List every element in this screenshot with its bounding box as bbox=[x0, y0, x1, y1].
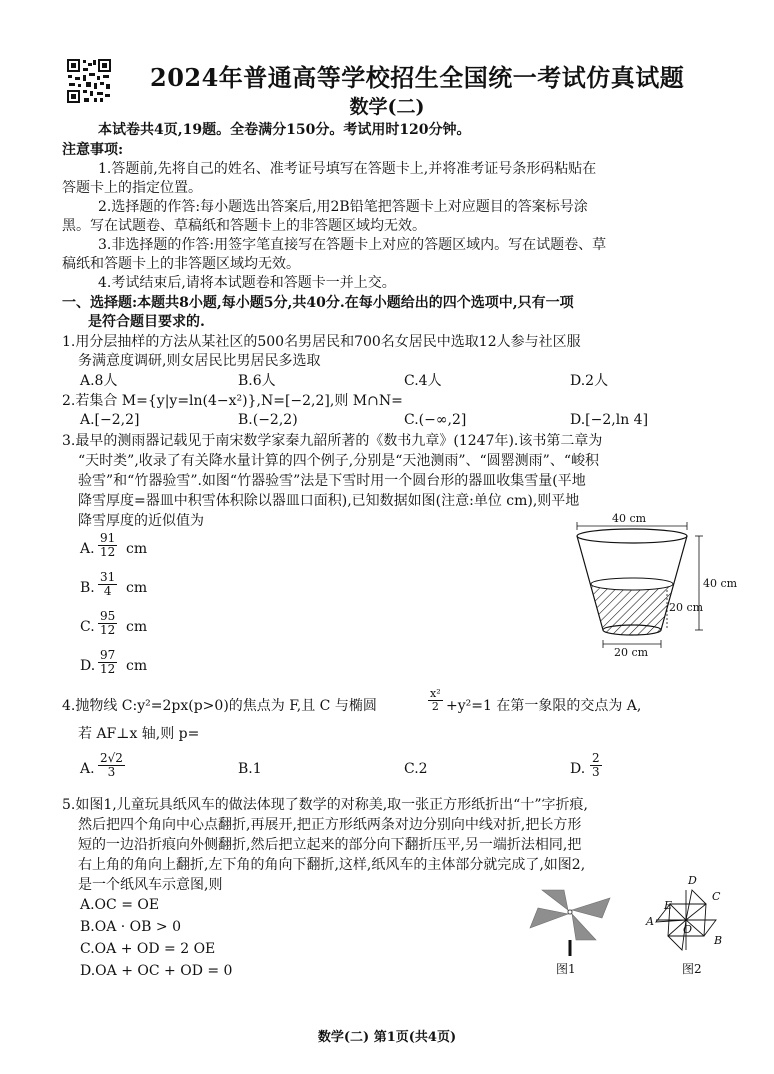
fraction-numerator: 2√2 bbox=[100, 751, 123, 765]
q5-option-b: B.OA · OB > 0 bbox=[80, 919, 181, 935]
point-e-label: E bbox=[664, 899, 673, 912]
q3-option-d-label: D. bbox=[80, 658, 96, 674]
note-3b: 稿纸和答题卡上的非答题区域均无效。 bbox=[62, 256, 300, 272]
point-b-label: B bbox=[714, 934, 723, 947]
q3-option-c-unit: cm bbox=[126, 619, 148, 635]
q1-stem-2: 务满意度调研,则女居民比男居民多选取 bbox=[78, 353, 321, 369]
q5-stem-5: 是一个纸风车示意图,则 bbox=[78, 877, 223, 893]
q4-option-d-fraction bbox=[590, 752, 602, 779]
q3-option-a-unit: cm bbox=[126, 541, 148, 557]
exam-info: 本试卷共4页,19题。全卷满分150分。考试用时120分钟。 bbox=[98, 122, 471, 138]
q4-option-d-label: D. bbox=[570, 761, 586, 777]
q4-option-a-fraction bbox=[98, 752, 125, 779]
exam-subtitle: 数学(二) bbox=[349, 96, 425, 118]
notes-heading: 注意事项: bbox=[62, 142, 124, 158]
section-heading-cont: 是符合题目要求的. bbox=[88, 314, 205, 330]
q3-stem-2: “天时类”,收录了有关降水量计算的四个例子,分别是“天池测雨”、“圆罂测雨”、“峻积 bbox=[78, 453, 599, 469]
q1-option-b: B.6人 bbox=[238, 373, 276, 389]
q3-option-b-unit: cm bbox=[126, 580, 148, 596]
q4-stem-1b: +y²=1 在第一象限的交点为 A, bbox=[446, 698, 642, 714]
q5-option-a: A.OC = OE bbox=[80, 897, 160, 913]
q4-option-b: B.1 bbox=[238, 761, 262, 777]
q5-stem-2: 然后把四个角向中心点翻折,再展开,把正方形纸两条对边分别向中线对折,把长方形 bbox=[78, 817, 582, 833]
fraction-numerator: 97 bbox=[100, 648, 116, 662]
exam-title: 2024年普通高等学校招生全国统一考试仿真试题 bbox=[150, 63, 685, 92]
section-heading: 一、选择题:本题共8小题,每小题5分,共40分.在每小题给出的四个选项中,只有一项 bbox=[62, 295, 574, 311]
q5-stem-3: 短的一边沿折痕向外侧翻折,然后把立起来的部分向下翻折压平,另一端折法相同,把 bbox=[78, 837, 582, 853]
q1-stem-1: 1.用分层抽样的方法从某社区的500名男居民和700名女居民中选取12人参与社区服 bbox=[62, 334, 581, 350]
page-footer: 数学(二) 第1页(共4页) bbox=[317, 1030, 457, 1045]
q4-option-a-label: A. bbox=[80, 761, 95, 777]
q4-ellipse-fraction bbox=[428, 688, 443, 713]
q2-option-a: A.[−2,2] bbox=[80, 412, 140, 428]
q3-option-d-fraction bbox=[98, 649, 117, 676]
q5-stem-1: 5.如图1,儿童玩具纸风车的做法体现了数学的对称美,取一张正方形纸折出“十”字折痕, bbox=[62, 797, 588, 813]
q3-option-d-unit: cm bbox=[126, 658, 148, 674]
q3-option-a-label: A. bbox=[80, 541, 95, 557]
q4-stem-2: 若 AF⊥x 轴,则 p= bbox=[78, 726, 200, 742]
fraction-denominator: 12 bbox=[100, 662, 116, 676]
q1-option-a: A.8人 bbox=[80, 373, 118, 389]
fraction-denominator: 3 bbox=[107, 765, 116, 779]
pinwheel-figure-1 bbox=[528, 888, 612, 958]
note-2b: 黑。写在试题卷、草稿纸和答题卡上的非答题区域均无效。 bbox=[62, 218, 426, 234]
figure-top-diameter: 40 cm bbox=[612, 512, 647, 525]
q3-stem-3: 验雪”和“竹器验雪”.如图“竹器验雪”法是下雪时用一个圆台形的器皿收集雪量(平地 bbox=[78, 473, 586, 489]
q2-stem: 2.若集合 M={y|y=ln(4−x²)},N=[−2,2],则 M∩N= bbox=[62, 393, 403, 409]
figure-bottom-diameter: 20 cm bbox=[614, 646, 649, 659]
q3-option-b-label: B. bbox=[80, 580, 95, 596]
note-2a: 2.选择题的作答:每小题选出答案后,用2B铅笔把答题卡上对应题目的答案标号涂 bbox=[98, 199, 588, 215]
q3-option-c-fraction bbox=[98, 610, 117, 637]
fraction-denominator: 4 bbox=[103, 584, 112, 598]
q3-option-a-fraction bbox=[98, 532, 117, 559]
q4-stem-1a: 4.抛物线 C:y²=2px(p>0)的焦点为 F,且 C 与椭圆 bbox=[62, 698, 377, 714]
figure-height: 40 cm bbox=[703, 577, 738, 590]
figure-2-caption: 图2 bbox=[682, 962, 702, 976]
fraction-denominator: 3 bbox=[592, 765, 600, 779]
q3-option-c-label: C. bbox=[80, 619, 95, 635]
point-a-label: A bbox=[646, 915, 654, 928]
q2-option-c: C.(−∞,2] bbox=[404, 412, 467, 428]
figure-snow-height: 20 cm bbox=[669, 601, 704, 614]
point-c-label: C bbox=[712, 890, 721, 903]
q1-option-c: C.4人 bbox=[404, 373, 442, 389]
note-1b: 答题卡上的指定位置。 bbox=[62, 180, 202, 196]
note-3a: 3.非选择题的作答:用签字笔直接写在答题卡上对应的答题区域内。写在试题卷、草 bbox=[98, 237, 607, 253]
q5-option-d: D.OA + OC + OD = 0 bbox=[80, 963, 233, 979]
fraction-numerator: 31 bbox=[100, 570, 116, 584]
q5-stem-4: 右上角的角向上翻折,左下角的角向下翻折,这样,纸风车的主体部分就完成了,如图2, bbox=[78, 857, 586, 873]
q3-stem-4: 降雪厚度=器皿中积雪体积除以器皿口面积),已知数据如图(注意:单位 cm),则平地 bbox=[78, 493, 580, 509]
fraction-numerator: 91 bbox=[100, 531, 116, 545]
figure-1-caption: 图1 bbox=[556, 962, 576, 976]
fraction-denominator: 12 bbox=[100, 545, 116, 559]
fraction-numerator: x² bbox=[430, 687, 441, 700]
q3-option-b-fraction bbox=[98, 571, 117, 598]
note-1a: 1.答题前,先将自己的姓名、准考证号填写在答题卡上,并将准考证号条形码粘贴在 bbox=[98, 161, 597, 177]
q2-option-d: D.[−2,ln 4] bbox=[570, 412, 649, 428]
q2-option-b: B.(−2,2) bbox=[238, 412, 298, 428]
q5-option-c: C.OA + OD = 2 OE bbox=[80, 941, 216, 957]
note-4: 4.考试结束后,请将本试题卷和答题卡一并上交。 bbox=[98, 275, 396, 291]
q3-stem-1: 3.最早的测雨器记载见于南宋数学家秦九韶所著的《数书九章》(1247年).该书第二章为 bbox=[62, 433, 603, 449]
q3-stem-5: 降雪厚度的近似值为 bbox=[78, 513, 204, 529]
fraction-numerator: 2 bbox=[592, 751, 600, 765]
fraction-denominator: 2 bbox=[431, 700, 439, 713]
q4-option-c: C.2 bbox=[404, 761, 428, 777]
point-d-label: D bbox=[688, 874, 697, 887]
fraction-denominator: 12 bbox=[100, 623, 116, 637]
point-o-label: O bbox=[683, 923, 693, 936]
q1-option-d: D.2人 bbox=[570, 373, 609, 389]
fraction-numerator: 95 bbox=[100, 609, 116, 623]
